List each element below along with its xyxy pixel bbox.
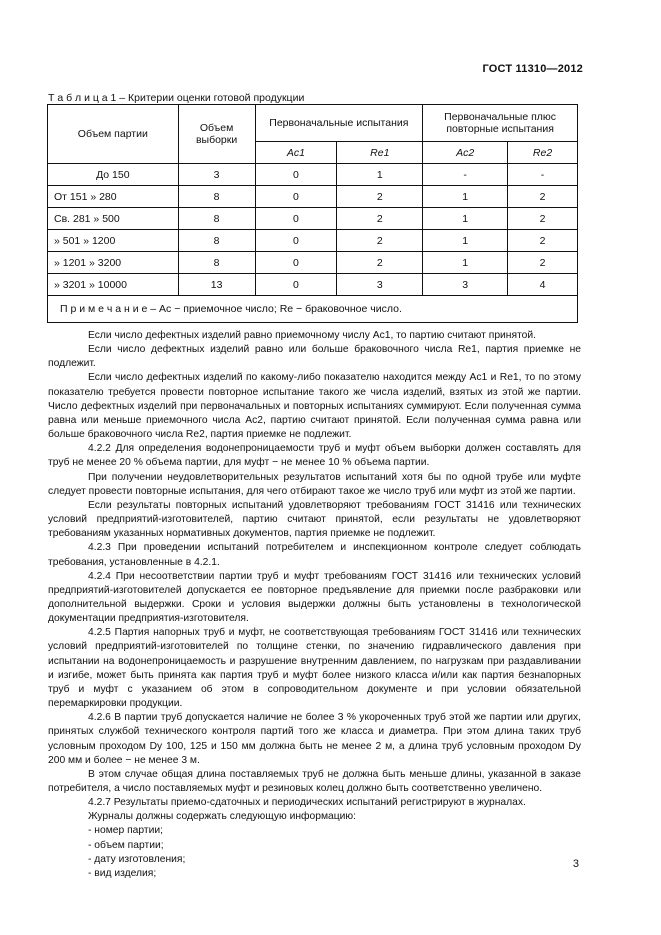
paragraph: 4.2.6 В партии труб допускается наличие не более 3 % укороченных труб этой же партии или других, принятых службой технического контроля партий того же класса и диаметра. При этом длина таких труб условным проходом Dу 100, 125 и 150 мм должна быть не менее 2 м, а длина труб условным проходом Dу 200 мм и более − не менее 3 м. [48, 712, 581, 766]
cell-ac2: 1 [423, 208, 508, 230]
cell-ac2: 1 [423, 186, 508, 208]
header-lot-size: Объем партии [48, 105, 179, 164]
cell-ac1: 0 [255, 208, 337, 230]
paragraph: При получении неудовлетворительных результатов испытаний хотя бы по одной трубе или муфте следует провести повторные испытания, для чего отбирают такое же число труб или муфт из этой же партии. [48, 471, 581, 497]
table-row [48, 252, 578, 274]
paragraph: 4.2.5 Партия напорных труб и муфт, не соответствующая требованиям ГОСТ 31416 или технических условий предприятий-изготовителей по толщине стенки, по значению гидравлического давления при испытании на водонепроницаемость и разрушение внутренним давлением, по нагрузкам при раздавливании и изгибе, может быть принята как партия труб и муфт более низкого класса и/или как партия безнапорных труб и муфт с указанием об этом в сопроводительном документе и при условии обязательной перемаркировки продукции. [48, 627, 581, 710]
cell-sample: 3 [178, 164, 255, 186]
cell-re1: 2 [337, 208, 423, 230]
table-row [48, 186, 578, 208]
header-repeat-tests: Первоначальные плюс повторные испытания [423, 105, 578, 142]
table-note: П р и м е ч а н и е – Ac − приемочное число; Re − браковочное число. [48, 296, 578, 323]
paragraph: В этом случае общая длина поставляемых труб не должна быть меньше длины, указанной в заказе потребителя, а число поставляемых муфт и резиновых колец должно быть соответственно увеличено. [48, 768, 581, 794]
cell-re1: 2 [337, 230, 423, 252]
cell-lot: Св. 281 » 500 [48, 208, 179, 230]
cell-lot: » 1201 » 3200 [48, 252, 179, 274]
paragraph: Журналы должны содержать следующую информацию: [88, 811, 357, 823]
cell-re1: 2 [337, 252, 423, 274]
cell-ac2: 1 [423, 230, 508, 252]
table-row [48, 208, 578, 230]
cell-re1: 3 [337, 274, 423, 296]
cell-ac2: 3 [423, 274, 508, 296]
cell-re2: 2 [508, 208, 578, 230]
cell-lot: » 3201 » 10000 [48, 274, 179, 296]
paragraph: 4.2.4 При несоответствии партии труб и муфт требованиям ГОСТ 31416 или технических условий предприятий-изготовителей допускается ее повторное предъявление для приемки после разбраковки или дополнительной выдержки. Сроки и условия выдержки должны быть установлены в технологической документации предприятия-изготовителя. [48, 570, 581, 625]
cell-ac1: 0 [255, 164, 337, 186]
paragraph: 4.2.2 Для определения водонепроницаемости труб и муфт объем выборки должен составлять для труб не менее 20 % объема партии, для муфт − не менее 10 % объема партии. [48, 443, 581, 469]
cell-ac1: 0 [255, 252, 337, 274]
paragraph: Если число дефектных изделий по какому-либо показателю находится между Ac1 и Re1, то по этому показателю требуется провести повторное испытание такого же числа изделий, взятых из этой же партии. Число дефектных изделий при первоначальных и повторных испытаниях суммируют. Если полученная сумма равна или меньше приемочного числа Ac2, партию считают принятой. Если полученная сумма равна или больше браковочного числа Re2, партия приемке не подлежит. [48, 372, 581, 441]
cell-re2: 2 [508, 186, 578, 208]
list-item: - номер партии; [88, 825, 163, 837]
cell-sample: 13 [178, 274, 255, 296]
cell-sample: 8 [178, 230, 255, 252]
cell-re1: 2 [337, 186, 423, 208]
cell-sample: 8 [178, 252, 255, 274]
cell-lot: До 150 [48, 164, 179, 186]
criteria-table [47, 104, 578, 323]
cell-re2: 4 [508, 274, 578, 296]
paragraph: 4.2.3 При проведении испытаний потребителем и инспекционном контроле следует соблюдать требования, установленные в 4.2.1. [48, 542, 581, 568]
list-item: - дату изготовления; [88, 853, 186, 865]
cell-ac2: 1 [423, 252, 508, 274]
body-text [48, 329, 581, 881]
cell-lot: От 151 » 280 [48, 186, 179, 208]
cell-re2: - [508, 164, 578, 186]
cell-re2: 2 [508, 230, 578, 252]
cell-re1: 1 [337, 164, 423, 186]
cell-ac1: 0 [255, 274, 337, 296]
header-initial-tests: Первоначальные испытания [255, 105, 423, 142]
list-item: - вид изделия; [88, 867, 157, 879]
table-row [48, 230, 578, 252]
paragraph: Если результаты повторных испытаний удовлетворяют требованиям ГОСТ 31416 или технических условий предприятий-изготовителей, партию считают принятой, если результаты не удовлетворяют требованиям указанных нормативных документов, партия приемке не подлежит. [48, 499, 581, 540]
cell-ac1: 0 [255, 186, 337, 208]
table-row [48, 164, 578, 186]
paragraph: 4.2.7 Результаты приемо-сдаточных и периодических испытаний регистрируют в журналах. [88, 797, 526, 809]
subheader-re2: Re2 [508, 142, 578, 164]
subheader-ac2: Ac2 [423, 142, 508, 164]
cell-ac2: - [423, 164, 508, 186]
paragraph: Если число дефектных изделий равно приемочному числу Ac1, то партию считают принятой. [88, 330, 537, 341]
cell-re2: 2 [508, 252, 578, 274]
subheader-re1: Re1 [337, 142, 423, 164]
cell-ac1: 0 [255, 230, 337, 252]
table-row [48, 274, 578, 296]
document-header: ГОСТ 11310—2012 [482, 63, 583, 75]
table-caption: Т а б л и ц а 1 – Критерии оценки готовой продукции [48, 92, 305, 104]
list-item: - объем партии; [88, 839, 164, 851]
subheader-ac1: Ac1 [255, 142, 337, 164]
cell-sample: 8 [178, 186, 255, 208]
cell-lot: » 501 » 1200 [48, 230, 179, 252]
cell-sample: 8 [178, 208, 255, 230]
page-number: 3 [572, 858, 579, 870]
header-sample-size: Объем выборки [178, 105, 255, 164]
paragraph: Если число дефектных изделий равно или больше браковочного числа Re1, партия приемке не подлежит. [48, 344, 581, 370]
